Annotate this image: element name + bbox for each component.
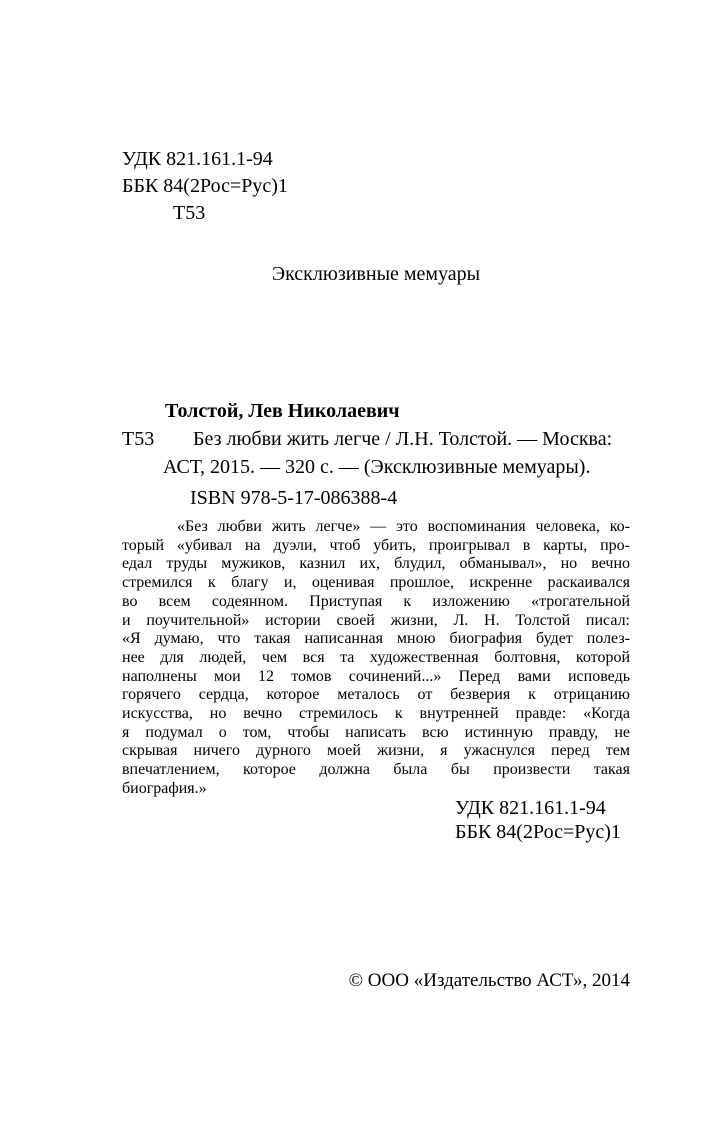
author-sign-entry: Т53 bbox=[122, 428, 155, 450]
classification-block-top bbox=[122, 146, 288, 227]
bibliographic-entry-line-2: АСТ, 2015. — 320 с. — (Эксклюзивные мемуары). bbox=[163, 456, 591, 478]
annotation-line: биография.» bbox=[122, 779, 207, 797]
annotation-line: «Без любви жить легче» — это воспоминания человека, ко- bbox=[177, 518, 630, 535]
isbn-number: ISBN 978-5-17-086388-4 bbox=[190, 487, 398, 509]
annotation-line: во всем содеянном. Приступая к изложению «трогательной bbox=[122, 592, 630, 610]
annotation-line: торый «убивал на дуэли, чтоб убить, проигрывал в карты, про- bbox=[122, 536, 630, 554]
annotation-line: едал труды мужиков, казнил их, блудил, обманывал», но вечно bbox=[122, 555, 630, 573]
udk-number: УДК 821.161.1-94 bbox=[122, 148, 273, 170]
annotation-line: впечатлением, которое должна была бы произвести такая bbox=[122, 761, 630, 779]
annotation-line: стремился к благу и, оценивая прошлое, искренне раскаивался bbox=[122, 574, 630, 592]
annotation-line: горячего сердца, которое металось от безверия к отрицанию bbox=[122, 686, 630, 704]
series-title: Эксклюзивные мемуары bbox=[271, 263, 481, 285]
annotation-line: нее для людей, чем вся та художественная болтовня, которой bbox=[122, 648, 630, 666]
bibliographic-description: Без любви жить легче / Л.Н. Толстой. — Москва: bbox=[193, 428, 613, 450]
annotation-line: искусства, но вечно стремилось к внутренней правде: «Когда bbox=[122, 705, 630, 723]
annotation-line: скрывая ничего дурного моей жизни, я ужаснулся перед тем bbox=[122, 742, 630, 760]
bibliographic-entry-line-1 bbox=[122, 425, 630, 453]
udk-number-repeat: УДК 821.161.1-94 bbox=[455, 797, 606, 819]
annotation-line: и поучительной» истории своей жизни, Л. Н. Толстой писал: bbox=[122, 611, 630, 629]
annotation-paragraph bbox=[122, 518, 630, 799]
author-sign: Т53 bbox=[173, 202, 206, 224]
author-name: Толстой, Лев Николаевич bbox=[165, 400, 400, 422]
bbk-number: ББК 84(2Рос=Рус)1 bbox=[122, 175, 288, 197]
catalog-card bbox=[122, 397, 630, 512]
annotation-line: «Я думаю, что такая написанная мною биография будет полез- bbox=[122, 630, 630, 648]
classification-block-bottom bbox=[455, 796, 621, 844]
annotation-line: наполнены мои 12 томов сочинений...» Перед вами исповедь bbox=[122, 667, 630, 685]
bbk-number-repeat: ББК 84(2Рос=Рус)1 bbox=[455, 821, 621, 843]
annotation-line: я подумал о том, чтобы написать всю истинную правду, не bbox=[122, 723, 630, 741]
publisher-copyright: © ООО «Издательство АСТ», 2014 bbox=[348, 970, 630, 991]
